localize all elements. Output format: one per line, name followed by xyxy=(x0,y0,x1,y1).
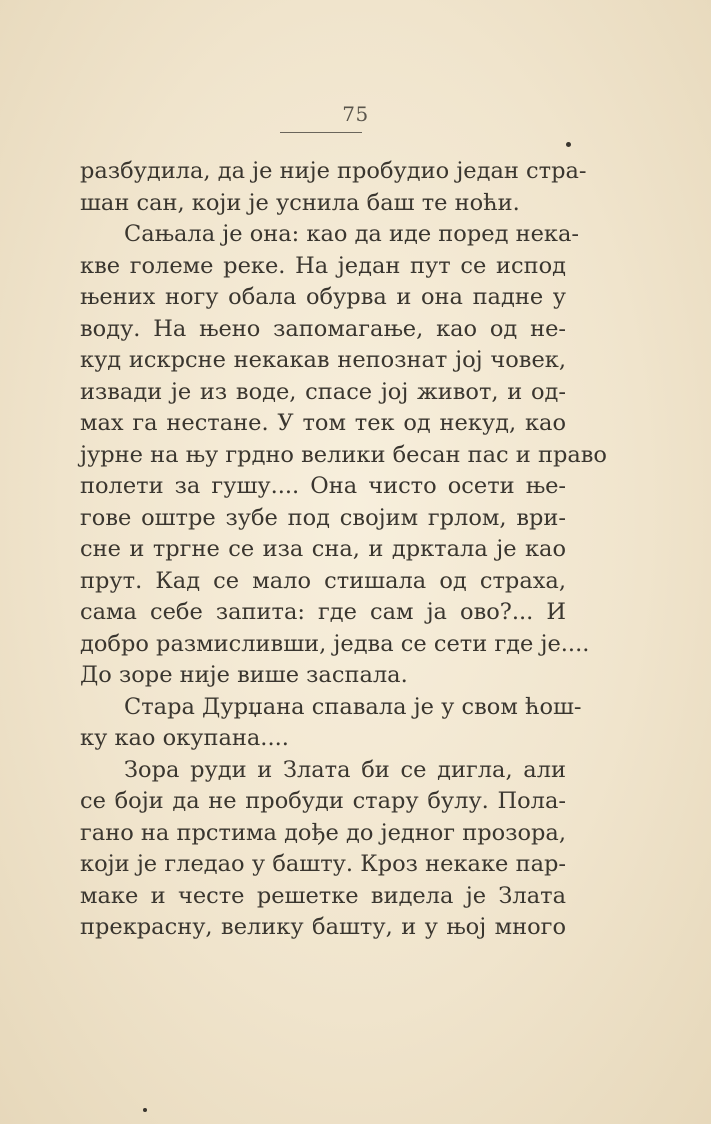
text-line: сне и тргне се иза сна, и дрктала је као xyxy=(80,536,566,562)
text-line: Зора руди и Злата би се дигла, али xyxy=(124,756,566,783)
text-line: ку као окупана.... xyxy=(80,725,289,751)
text-line: сама себе запита: где сам ја ово?... И xyxy=(80,599,566,625)
text-line: се боји да не пробуди стару булу. Пола- xyxy=(80,788,566,814)
text-line: маке и честе решетке видела је Злата xyxy=(80,882,566,909)
text-line: добро размисливши, једва се сети где је.... xyxy=(80,630,590,657)
text-line: прекрасну, велику башту, и у њој много xyxy=(80,914,566,940)
text-line: прут. Кад се мало стишала од страха, xyxy=(80,567,566,594)
text-line: јурне на њу грдно велики бесан пас и право xyxy=(80,441,607,468)
page-number: 75 xyxy=(342,102,369,126)
text-line: Стара Дурџана спавала је у свом ћош- xyxy=(124,693,582,720)
ink-speck xyxy=(143,1108,147,1112)
text-line: Сањала је она: као да иде поред нека- xyxy=(124,221,579,247)
text-line: кве големе реке. На један пут се испод xyxy=(80,252,566,279)
ink-speck xyxy=(566,142,571,147)
text-line: њених ногу обала обурва и она падне у xyxy=(80,284,566,310)
text-line: извади је из воде, спасе јој живот, и од- xyxy=(80,378,566,405)
text-line: мах га нестане. У том тек од некуд, као xyxy=(80,410,566,436)
header-rule xyxy=(280,132,362,133)
text-line: воду. На њено запомагање, као од не- xyxy=(80,315,566,342)
text-line: шан сан, који је уснила баш те ноћи. xyxy=(80,189,520,216)
text-line: који је гледао у башту. Кроз некаке пар- xyxy=(80,851,566,877)
text-line: разбудила, да је није пробудио један стра- xyxy=(80,158,587,184)
body-text xyxy=(80,156,607,944)
text-line: гано на прстима дође до једног прозора, xyxy=(80,819,566,846)
text-line: полети за гушу.... Она чисто осети ње- xyxy=(80,473,566,499)
text-line: До зоре није више заспала. xyxy=(80,662,408,688)
text-line: гове оштре зубе под својим грлом, ври- xyxy=(80,504,566,531)
text-line: куд искрсне некакав непознат јој човек, xyxy=(80,347,566,373)
